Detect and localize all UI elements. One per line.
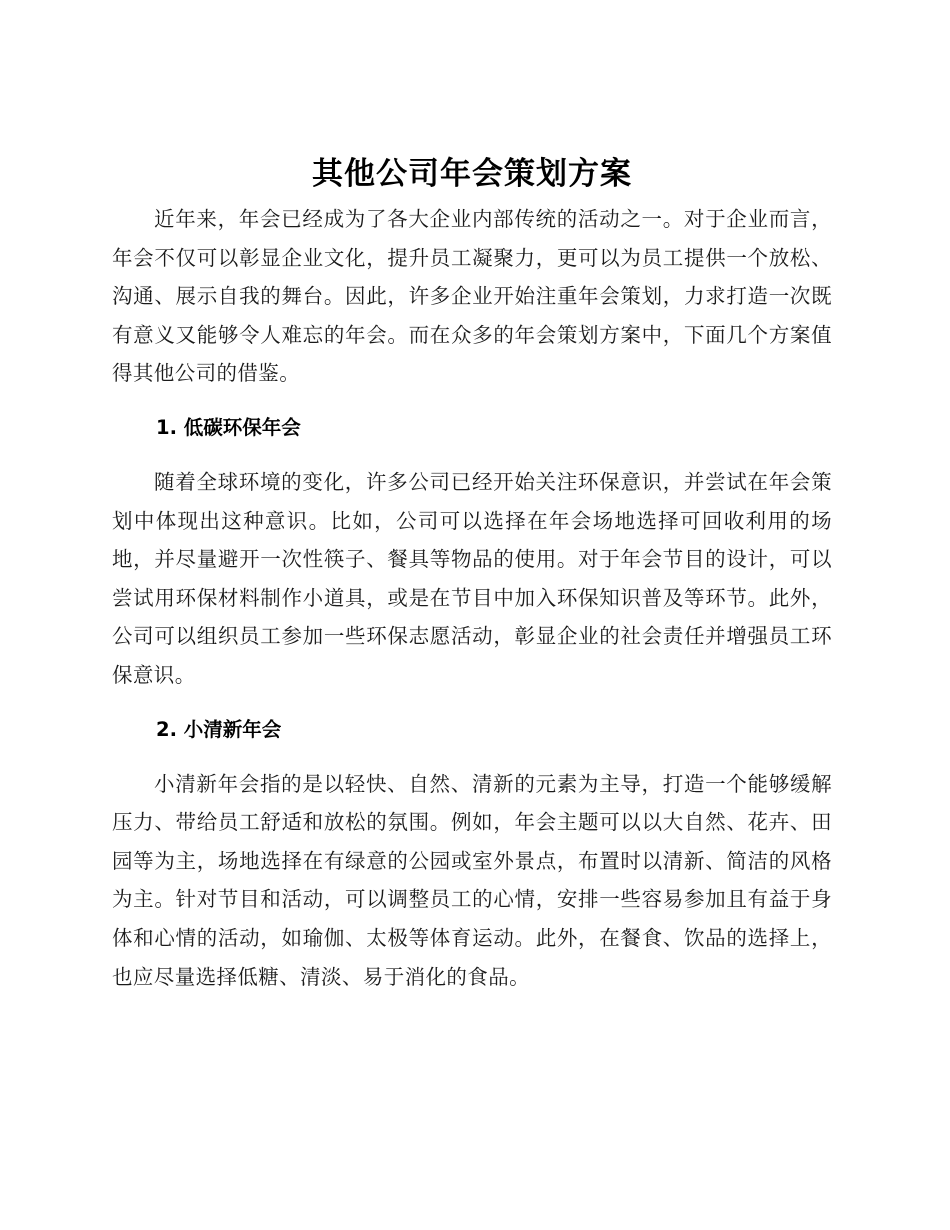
document-title: 其他公司年会策划方案 [312, 156, 632, 192]
section-heading-fresh-style: 2. 小清新年会 [156, 717, 282, 741]
section-body-low-carbon: 随着全球环境的变化，许多公司已经开始关注环保意识，并尝试在年会策划中体现出这种意识。比如，公司可以选择在年会场地选择可回收利用的场地，并尽量避开一次性筷子、餐具等物品的使用。对于年会节目的设计，可以尝试用环保材料制作小道具，或是在节目中加入环保知识普及等环节。此外，公司可以组织员工参加一些环保志愿活动，彰显企业的社会责任并增强员工环保意识。 [112, 469, 832, 687]
document-content [112, 148, 832, 996]
section-heading-low-carbon: 1. 低碳环保年会 [156, 415, 301, 439]
section-body-fresh-style: 小清新年会指的是以轻快、自然、清新的元素为主导，打造一个能够缓解压力、带给员工舒适和放松的氛围。例如，年会主题可以以大自然、花卉、田园等为主，场地选择在有绿意的公园或室外景点，布置时以清新、简洁的风格为主。针对节目和活动，可以调整员工的心情，安排一些容易参加且有益于身体和心情的活动，如瑜伽、太极等体育运动。此外，在餐食、饮品的选择上，也应尽量选择低糖、清淡、易于消化的食品。 [112, 771, 832, 989]
intro-paragraph: 近年来，年会已经成为了各大企业内部传统的活动之一。对于企业而言，年会不仅可以彰显企业文化，提升员工凝聚力，更可以为员工提供一个放松、沟通、展示自我的舞台。因此，许多企业开始注重年会策划，力求打造一次既有意义又能够令人难忘的年会。而在众多的年会策划方案中，下面几个方案值得其他公司的借鉴。 [112, 207, 832, 386]
